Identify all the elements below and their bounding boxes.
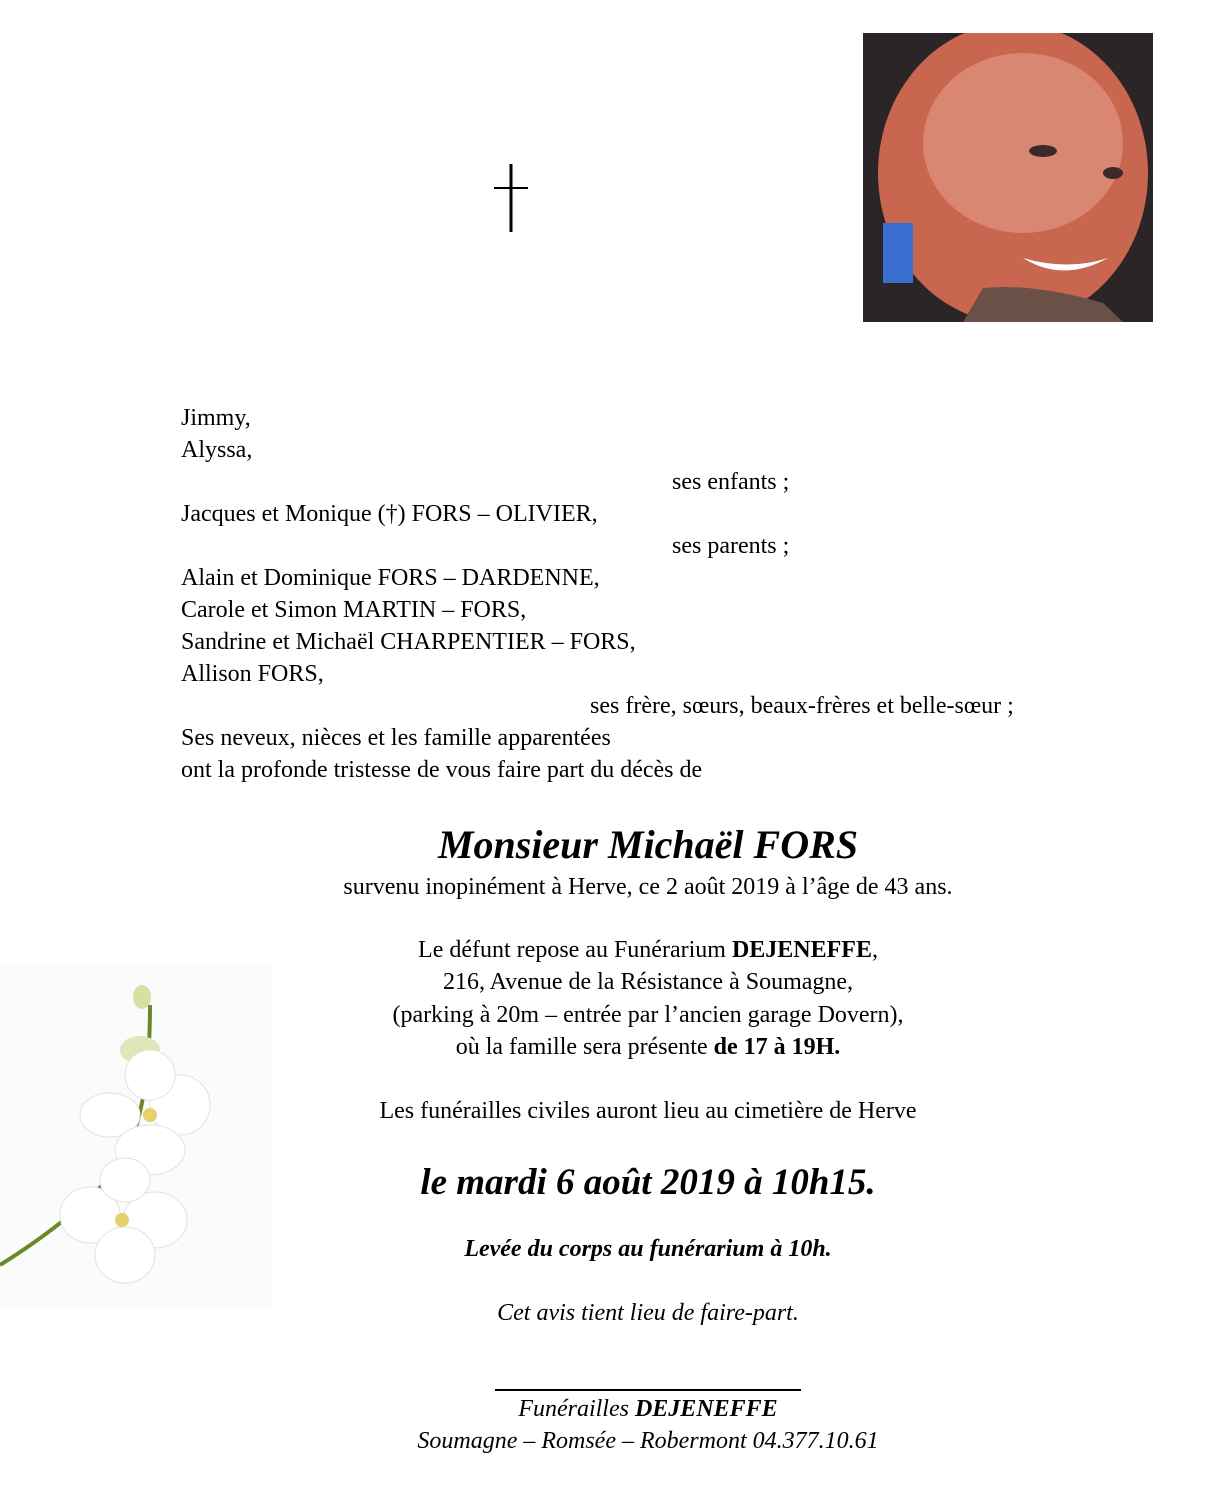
- footer-company: [0, 1393, 1214, 1425]
- orchid-image: [0, 965, 272, 1307]
- portrait-photo: [863, 33, 1153, 322]
- parents-label: ses parents ;: [672, 533, 790, 559]
- funerarium-line: [0, 934, 1214, 966]
- address-line: 216, Avenue de la Résistance à Soumagne,: [442, 969, 854, 995]
- visiting-hours: de 17 à 19H.: [713, 1034, 841, 1060]
- sibling-name: Allison FORS,: [181, 661, 324, 687]
- levee-text: Levée du corps au funérarium à 10h.: [464, 1236, 832, 1262]
- cross-icon: [490, 160, 532, 239]
- children-label: ses enfants ;: [672, 469, 790, 495]
- footer-contact: Soumagne – Romsée – Robermont 04.377.10.61: [417, 1428, 879, 1454]
- funerarium-text: Le défunt repose au Funérarium: [418, 937, 732, 963]
- funeral-intro: Les funérailles civiles auront lieu au cimetière de Herve: [379, 1098, 917, 1124]
- punctuation: ,: [871, 937, 878, 963]
- sibling-name: Alain et Dominique FORS – DARDENNE,: [181, 565, 600, 591]
- child-name: Jimmy,: [181, 405, 251, 431]
- company-prefix: Funérailles: [518, 1396, 635, 1422]
- child-name: Alyssa,: [181, 437, 253, 463]
- announcement-text: ont la profonde tristesse de vous faire part du décès de: [181, 757, 703, 783]
- funeral-date: le mardi 6 août 2019 à 10h15.: [420, 1162, 876, 1203]
- sibling-name: Sandrine et Michaël CHARPENTIER – FORS,: [181, 629, 636, 655]
- siblings-label: ses frère, sœurs, beaux-frères et belle-sœur ;: [590, 693, 1014, 719]
- visiting-text: où la famille sera présente: [455, 1034, 714, 1060]
- funerarium-name: DEJENEFFE: [731, 937, 872, 963]
- parents-names: Jacques et Monique (†) FORS – OLIVIER,: [181, 501, 598, 527]
- deceased-name: Monsieur Michaël FORS: [437, 822, 859, 867]
- company-name: DEJENEFFE: [634, 1396, 778, 1422]
- footer-divider: [495, 1389, 801, 1391]
- death-details: survenu inopinément à Herve, ce 2 août 2019 à l’âge de 43 ans.: [343, 874, 953, 900]
- notice-text: Cet avis tient lieu de faire-part.: [497, 1300, 799, 1326]
- parking-line: (parking à 20m – entrée par l’ancien garage Dovern),: [392, 1002, 904, 1028]
- sibling-name: Carole et Simon MARTIN – FORS,: [181, 597, 527, 623]
- other-relatives: Ses neveux, nièces et les famille apparentées: [181, 725, 611, 751]
